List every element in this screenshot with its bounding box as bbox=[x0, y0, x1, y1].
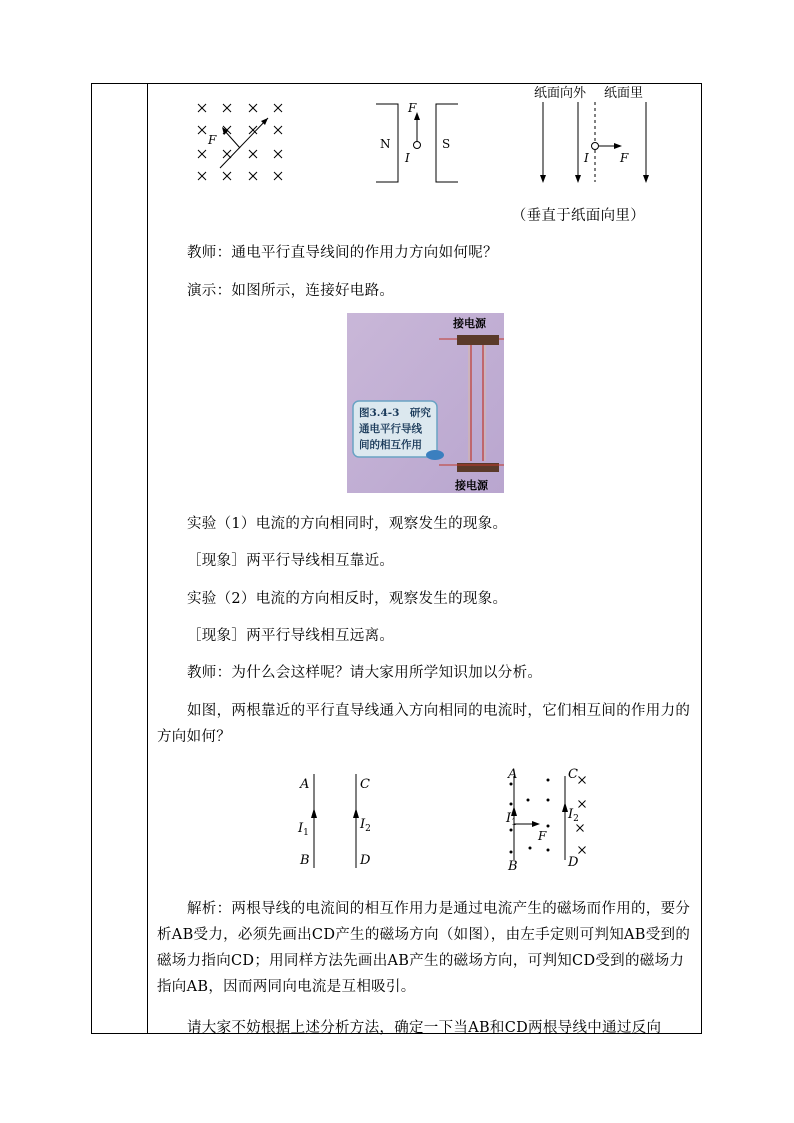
parallel-wires-figure bbox=[292, 772, 382, 872]
label-a: A bbox=[300, 777, 310, 792]
force-arrow bbox=[224, 130, 240, 148]
paragraph-experiment-2: 实验（2）电流的方向相反时，观察发生的现象。 bbox=[187, 591, 508, 607]
force-label: F bbox=[408, 101, 417, 115]
wire-circle bbox=[414, 142, 421, 149]
paragraph-phenomenon-2: ［现象］两平行导线相互远离。 bbox=[187, 628, 395, 644]
paragraph-teacher-why: 教师：为什么会这样呢？请大家用所学知识加以分析。 bbox=[187, 665, 543, 681]
label-b: B bbox=[300, 853, 310, 868]
south-label: S bbox=[442, 137, 451, 151]
caption-line2: 通电平行导线 bbox=[359, 423, 422, 435]
label-i1: $I_1$ bbox=[298, 821, 309, 838]
label-c: C bbox=[568, 767, 578, 782]
label-d: D bbox=[568, 855, 579, 870]
out-of-page-label: 纸面向外 bbox=[534, 86, 587, 101]
power-label-top: 接电源 bbox=[453, 317, 486, 330]
into-page-label: 纸面里 bbox=[604, 86, 644, 101]
label-c: C bbox=[360, 777, 370, 792]
column-divider bbox=[147, 83, 148, 1034]
experiment-photo-graphic bbox=[347, 313, 504, 493]
caption-line3: 间的相互作用 bbox=[359, 439, 422, 451]
paragraph-phenomenon-1: ［现象］两平行导线相互靠近。 bbox=[187, 553, 395, 569]
label-i2: $I_2$ bbox=[568, 807, 579, 824]
paragraph-analysis: 解析：两根导线的电流间的相互作用力是通过电流产生的磁场而作用的，要分析AB受力，必须先画出CD产生的磁场方向（如图），由左手定则可判知AB受到的磁场力指向CD；用同样方法先画出AB产生的磁场方向，可判知CD受到的磁场力指向AB，因而两同向电流是互相吸引。 bbox=[157, 901, 691, 995]
force-label: F bbox=[208, 133, 217, 147]
magnet-ns-figure bbox=[370, 96, 470, 188]
wire-circle bbox=[592, 143, 599, 150]
current-label: I bbox=[405, 151, 410, 165]
parallel-wires-field-figure bbox=[500, 764, 600, 872]
paragraph-demo: 演示：如图所示，连接好电路。 bbox=[187, 283, 395, 299]
experiment-photo bbox=[347, 313, 504, 493]
current-label: I bbox=[584, 151, 589, 165]
paragraph-exercise: 请大家不妨根据上述分析方法，确定一下当AB和CD两根导线中通过反向 bbox=[187, 1020, 662, 1036]
top-clamp bbox=[457, 335, 499, 345]
caption-line1: 图3.4-3 研究 bbox=[359, 407, 431, 419]
label-a: A bbox=[508, 767, 518, 782]
label-b: B bbox=[508, 859, 518, 872]
power-label-bottom: 接电源 bbox=[455, 479, 488, 492]
figure-caption: （垂直于纸面向里） bbox=[511, 208, 645, 224]
field-lines-figure bbox=[530, 84, 660, 188]
label-i2: $I_2$ bbox=[360, 817, 371, 834]
label-d: D bbox=[360, 853, 371, 868]
paragraph-teacher-question: 教师：通电平行直导线间的作用力方向如何呢？ bbox=[187, 245, 498, 261]
magnetic-field-cross-figure bbox=[188, 98, 298, 188]
force-label: F bbox=[620, 151, 629, 165]
paragraph-experiment-1: 实验（1）电流的方向相同时，观察发生的现象。 bbox=[187, 516, 508, 532]
paragraph-question: 如图，两根靠近的平行直导线通入方向相同的电流时，它们相互间的作用力的方向如何？ bbox=[157, 703, 691, 745]
force-label: F bbox=[538, 829, 547, 843]
bottom-clamp bbox=[457, 463, 499, 472]
label-i1: $I_1$ bbox=[506, 811, 517, 828]
north-label: N bbox=[380, 137, 391, 151]
current-wire bbox=[220, 118, 268, 168]
